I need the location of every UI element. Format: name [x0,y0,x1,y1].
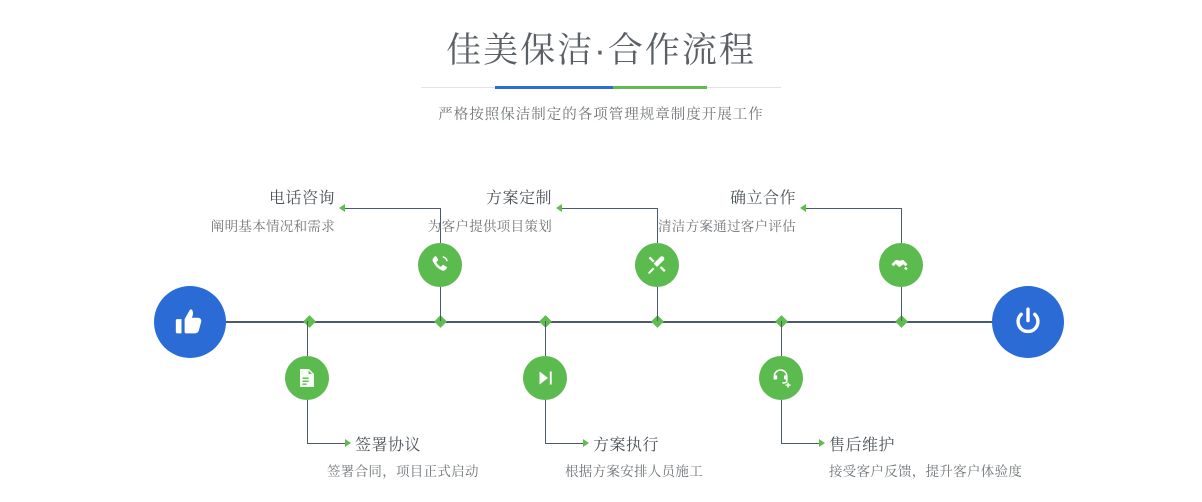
power-icon [1011,305,1045,339]
connector-line [901,208,902,243]
step-desc-3: 为客户提供项目策划 [427,219,552,234]
thumbs-up-icon [173,305,207,339]
connector-arrow [583,439,589,447]
connector-line [345,208,440,209]
connector-line [781,400,782,443]
connector-arrow [819,439,825,447]
connector-line [781,443,819,444]
step-title-2: 签署协议 [355,437,422,454]
timeline-end-node[interactable] [992,286,1064,358]
connector-arrow [345,439,351,447]
step-title-4: 方案执行 [593,437,660,454]
connector-arrow [800,204,806,212]
process-timeline [0,160,1202,502]
axis-marker [303,315,316,328]
step-title-3: 方案定制 [485,190,552,207]
step-icon-4[interactable] [523,356,567,400]
connector-arrow [556,204,562,212]
connector-line [806,208,901,209]
step-desc-1: 阐明基本情况和需求 [210,219,335,234]
connector-line [545,400,546,443]
step-desc-4: 根据方案安排人员施工 [565,464,703,479]
connector-line [545,321,546,356]
connector-line [440,287,441,321]
page-subtitle: 严格按照保洁制定的各项管理规章制度开展工作 [438,107,764,123]
step-desc-2: 签署合同，项目正式启动 [327,464,479,479]
connector-line [307,321,308,356]
document-pen-icon [295,366,319,390]
step-icon-5[interactable] [879,243,923,287]
timeline-start-node[interactable] [154,286,226,358]
headset-add-icon [769,366,793,390]
step-desc-6: 接受客户反馈，提升客户体验度 [829,464,1023,479]
step-desc-5: 清洁方案通过客户评估 [658,219,796,234]
play-next-icon [533,366,557,390]
step-icon-2[interactable] [285,356,329,400]
handshake-icon [889,253,913,277]
connector-line [307,400,308,443]
step-icon-3[interactable] [635,243,679,287]
page-header [0,28,1202,124]
connector-line [781,321,782,356]
phone-ring-icon [428,253,452,277]
connector-line [657,287,658,321]
connector-line [545,443,583,444]
connector-arrow [339,204,345,212]
step-title-5: 确立合作 [729,190,796,207]
underline-blue-segment [495,86,613,89]
step-title-1: 电话咨询 [268,190,335,207]
underline-green-segment [613,86,707,89]
timeline-axis [160,321,1042,323]
step-title-6: 售后维护 [829,437,896,454]
page-title: 佳美保洁·合作流程 [446,31,756,70]
connector-line [562,208,657,209]
pen-ruler-icon [645,253,669,277]
connector-line [307,443,345,444]
connector-line [901,287,902,321]
title-underline [421,86,781,89]
step-icon-6[interactable] [759,356,803,400]
step-icon-1[interactable] [418,243,462,287]
